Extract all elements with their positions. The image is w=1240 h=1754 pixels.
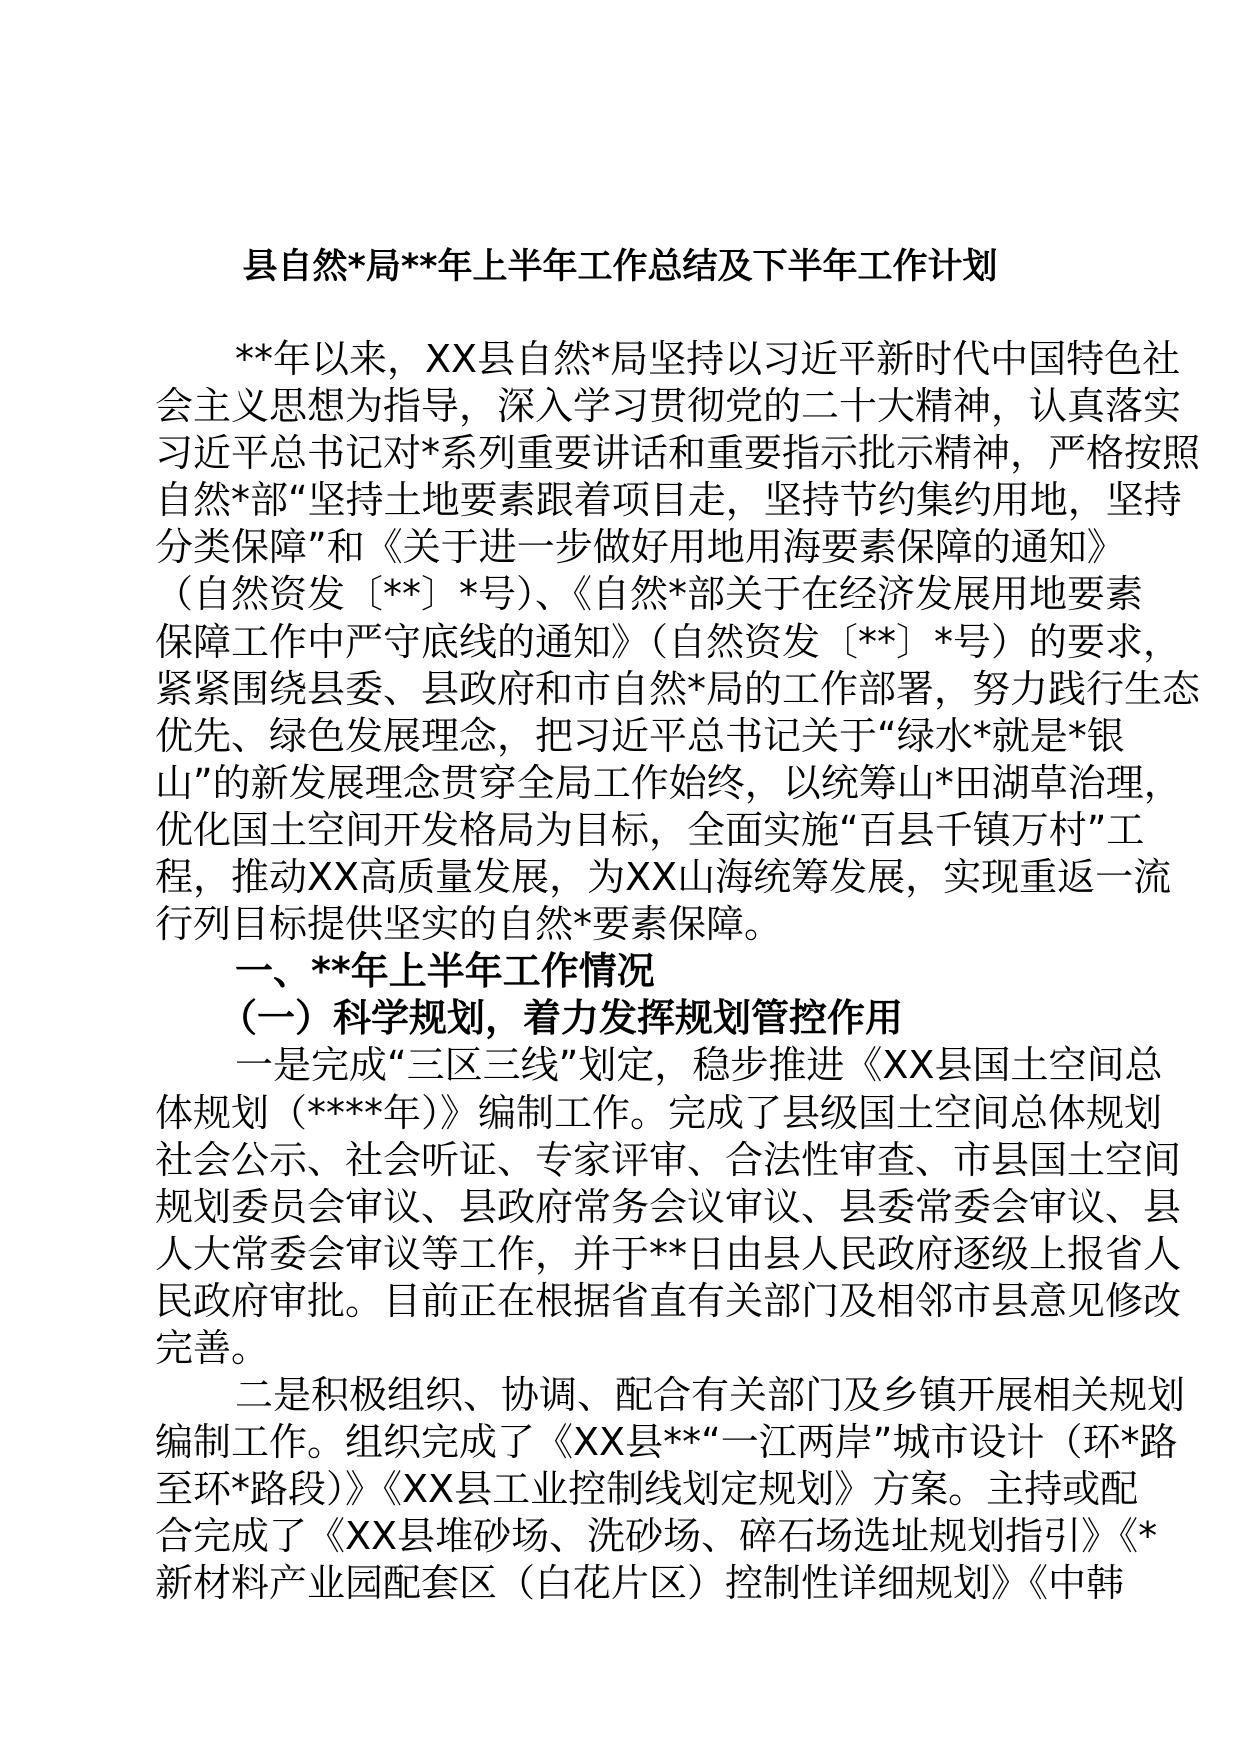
- text-line: 山”的新发展理念贯穿全局工作始终，以统筹山*田湖草治理，: [155, 760, 1182, 805]
- paragraph: [155, 1372, 1186, 1607]
- text-line: 一是完成“三区三线”划定，稳步推进《XX县国土空间总: [235, 1043, 1163, 1088]
- text-line: 优化国土空间开发格局为目标，全面实施“百县千镇万村”工: [155, 807, 1145, 852]
- paragraph: [155, 336, 1201, 948]
- text-line: 程，推动XX高质量发展，为XX山海统筹发展，实现重返一流: [155, 855, 1172, 900]
- text-line: 二是积极组织、协调、配合有关部门及乡镇开展相关规划: [235, 1373, 1186, 1418]
- document-title: 县自然*局**年上半年工作总结及下半年工作计划: [242, 247, 998, 287]
- text-line: 合完成了《XX县堆砂场、洗砂场、碎石场选址规划指引》《*: [155, 1514, 1158, 1559]
- text-line: 习近平总书记对*系列重要讲话和重要指示批示精神，严格按照: [155, 431, 1201, 476]
- text-line: **年以来，XX县自然*局坚持以习近平新时代中国特色社: [235, 337, 1181, 381]
- section-heading: [155, 948, 1085, 995]
- text-line: 自然*部“坚持土地要素跟着项目走，坚持节约集约用地，坚持: [155, 478, 1182, 523]
- text-line: 编制工作。组织完成了《XX县**“一江两岸”城市设计（环*路: [155, 1420, 1178, 1465]
- text-line: 体规划（****年）》编制工作。完成了县级国土空间总体规划: [155, 1090, 1163, 1135]
- text-line: 人大常委会审议等工作，并于**日由县人民政府逐级上报省人: [155, 1231, 1182, 1276]
- text-line: 行列目标提供坚实的自然*要素保障。: [155, 902, 783, 947]
- text-line: （自然资发〔**〕*号）、《自然*部关于在经济发展用地要素: [155, 572, 1144, 617]
- text-line: 社会公示、社会听证、专家评审、合法性审查、市县国土空间: [155, 1137, 1182, 1182]
- text-line: 民政府审批。目前正在根据省直有关部门及相邻市县意见修改: [155, 1278, 1182, 1323]
- text-line: 会主义思想为指导，深入学习贯彻党的二十大精神，认真落实: [155, 384, 1182, 429]
- text-line: 完善。: [155, 1325, 270, 1370]
- text-line: （一）科学规划，着力发挥规划管控作用: [219, 996, 904, 1041]
- paragraph: [155, 1042, 1182, 1372]
- subsection-heading: [155, 995, 1085, 1042]
- document-body: [155, 336, 1201, 1608]
- text-line: 优先、绿色发展理念，把习近平总书记关于“绿水*就是*银: [155, 713, 1125, 758]
- text-line: 一、**年上半年工作情况: [235, 949, 655, 994]
- text-line: 规划委员会审议、县政府常务会议审议、县委常委会审议、县: [155, 1184, 1182, 1229]
- text-line: 紧紧围绕县委、县政府和市自然*局的工作部署，努力践行生态: [155, 666, 1201, 711]
- text-line: 分类保障”和《关于进一步做好用地用海要素保障的通知》: [155, 525, 1125, 570]
- text-line: 新材料产业园配套区（白花片区）控制性详细规划》《中韩: [155, 1561, 1125, 1606]
- text-line: 保障工作中严守底线的通知》（自然资发〔**〕*号）的要求，: [155, 619, 1182, 664]
- text-line: 至环*路段）》《XX县工业控制线划定规划》方案。主持或配: [155, 1467, 1139, 1512]
